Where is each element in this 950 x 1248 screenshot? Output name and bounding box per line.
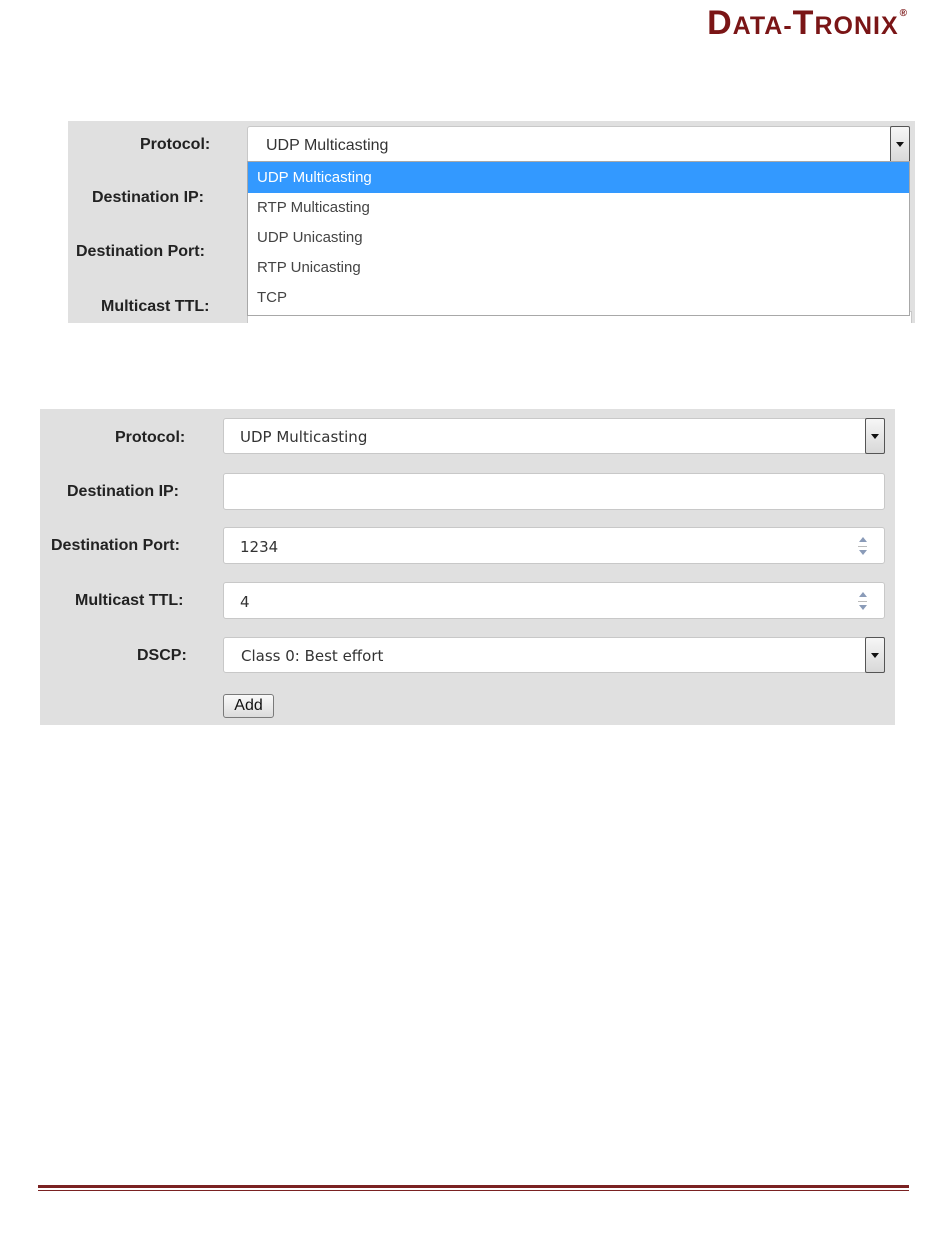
footer-divider-thin [38,1190,909,1191]
data-tronix-logo [707,4,908,43]
protocol-select-value: UDP Multicasting [266,137,389,154]
destination-ip-label: Destination IP: [67,483,180,500]
chevron-down-icon[interactable] [890,126,910,163]
dscp-select[interactable] [223,637,885,673]
dropdown-option[interactable]: UDP Unicasting [257,229,363,246]
destination-port-label: Destination Port: [51,537,180,554]
dropdown-option[interactable]: RTP Multicasting [257,199,370,216]
protocol-select[interactable] [223,418,885,454]
logo-text-ronix: RONIX [814,12,899,40]
add-button[interactable]: Add [223,694,274,718]
registered-mark: ® [899,8,908,19]
multicast-ttl-input[interactable] [223,582,885,619]
destination-port-input[interactable] [223,527,885,564]
multicast-ttl-label: Multicast TTL: [75,592,184,609]
logo-letter-d: D [707,4,733,42]
dscp-label: DSCP: [137,647,187,664]
chevron-down-icon[interactable] [865,637,885,673]
protocol-label: Protocol: [115,429,186,446]
protocol-dropdown-list [247,161,910,316]
multicast-ttl-label: Multicast TTL: [101,298,210,315]
multicast-form-screenshot [40,409,895,725]
spinner-arrows-icon[interactable] [857,537,868,555]
dropdown-option[interactable]: TCP [257,289,287,306]
destination-ip-input[interactable] [223,473,885,510]
protocol-select-value: UDP Multicasting [240,428,368,446]
protocol-select[interactable] [247,126,910,163]
logo-text-ata: ATA- [732,12,793,40]
destination-ip-label: Destination IP: [92,189,205,206]
dropdown-option[interactable]: RTP Unicasting [257,259,361,276]
destination-port-label: Destination Port: [76,243,205,260]
chevron-down-icon[interactable] [865,418,885,454]
spinner-arrows-icon[interactable] [857,592,868,610]
multicast-ttl-value: 4 [240,593,250,611]
logo-letter-t: T [792,4,815,42]
footer-divider [38,1185,909,1188]
protocol-label: Protocol: [140,136,211,153]
dropdown-option[interactable]: UDP Multicasting [248,162,909,193]
protocol-dropdown-screenshot [68,121,915,323]
destination-port-value: 1234 [240,538,279,556]
dscp-select-value: Class 0: Best effort [241,647,384,665]
